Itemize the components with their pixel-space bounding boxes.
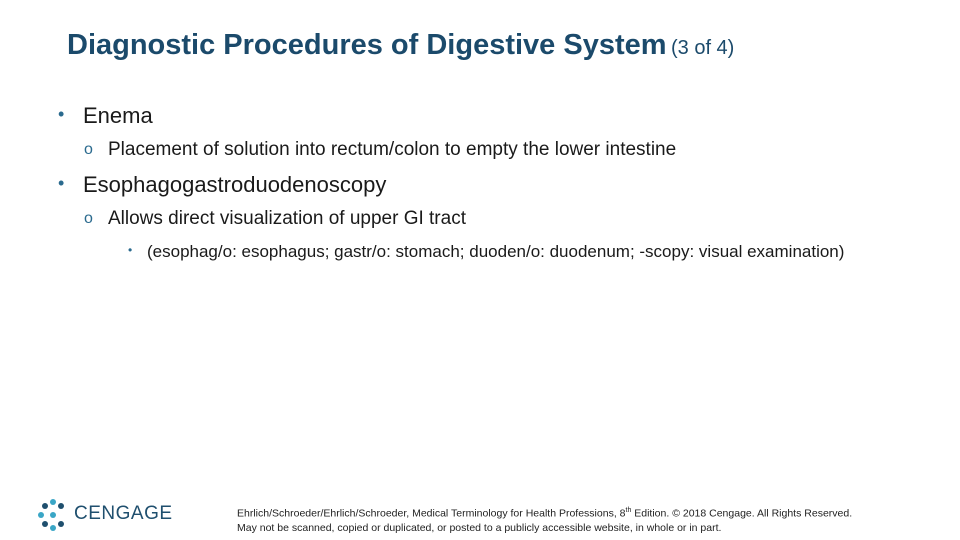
bullet-dot-icon: • (128, 243, 133, 257)
bullet-enema: Enema (83, 103, 153, 128)
bullet-egd-etymology: (esophag/o: esophagus; gastr/o: stomach; duoden/o: duodenum; -scopy: visual examination) (147, 242, 845, 261)
copyright-line-1 (237, 504, 952, 521)
copyright-line-2: May not be scanned, copied or duplicated, or posted to a publicly accessible website, in whole or in part. (237, 521, 722, 534)
bullet-dot-icon: • (58, 104, 65, 124)
bullet-circle-icon: o (84, 141, 93, 158)
cengage-logo (36, 497, 176, 533)
cengage-logo-text: CENGAGE (74, 503, 173, 524)
bullet-egd: Esophagogastroduodenoscopy (83, 172, 387, 197)
bullet-enema-detail: Placement of solution into rectum/colon to empty the lower intestine (108, 139, 677, 160)
copyright-line-1-b: Edition. © 2018 Cengage. All Rights Reserved. (631, 507, 853, 520)
bullet-dot-icon: • (58, 173, 65, 193)
copyright-line-1-sup: th (625, 507, 632, 514)
copyright-line-1-a: Ehrlich/Schroeder/Ehrlich/Schroeder, Medical Terminology for Health Professions, 8 (237, 507, 626, 520)
cengage-logo-icon (36, 498, 70, 532)
bullet-circle-icon: o (84, 210, 93, 227)
title-main: Diagnostic Procedures of Digestive System (67, 29, 667, 61)
bullet-egd-detail: Allows direct visualization of upper GI tract (108, 208, 466, 229)
copyright-notice (237, 504, 952, 535)
title-sub: (3 of 4) (670, 37, 735, 59)
